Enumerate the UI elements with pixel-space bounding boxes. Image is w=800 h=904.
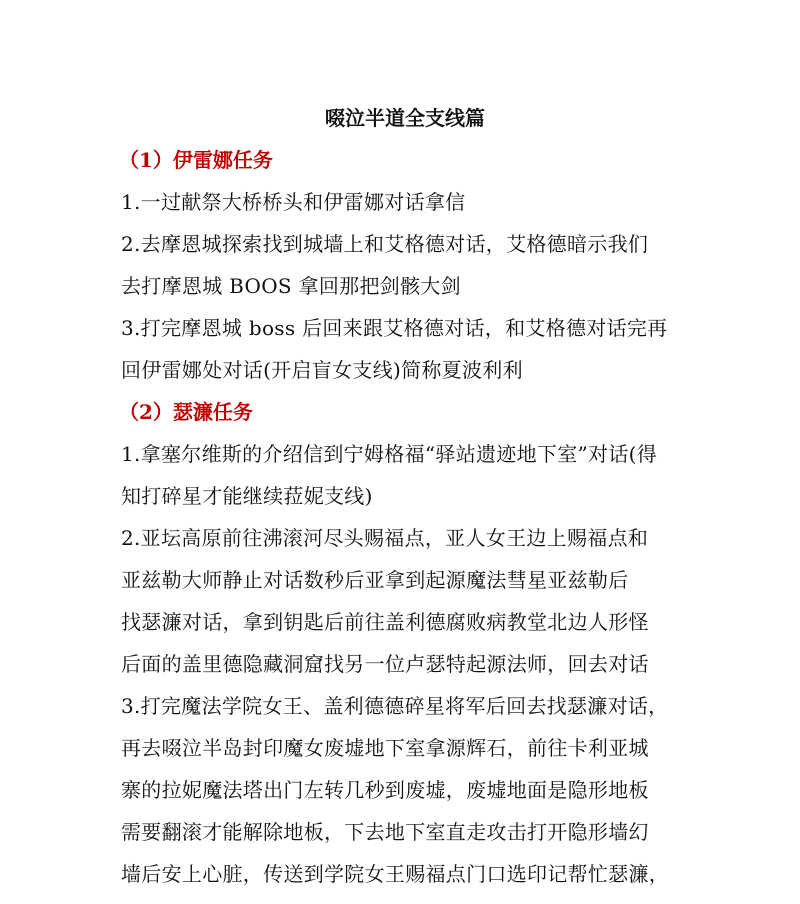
section-2-line-7: 3.打完魔法学院女王、盖利德德碎星将军后回去找瑟濂对话， — [121, 694, 669, 718]
document-title: 啜泣半道全支线篇 — [325, 106, 485, 130]
section-2-line-1: 1.拿塞尔维斯的介绍信到宁姆格福“驿站遗迹地下室”对话(得 — [121, 442, 658, 466]
section-2-line-9: 寨的拉妮魔法塔出门左转几秒到废墟，废墟地面是隐形地板 — [121, 778, 649, 802]
section-1-line-1: 1.一过献祭大桥桥头和伊雷娜对话拿信 — [121, 190, 466, 214]
section-2-line-8: 再去啜泣半岛封印魔女废墟地下室拿源辉石，前往卡利亚城 — [121, 736, 649, 760]
section-heading-2: （2）瑟濂任务 — [119, 400, 253, 424]
section-2-line-4: 亚兹勒大师静止对话数秒后亚拿到起源魔法彗星亚兹勒后 — [121, 568, 629, 592]
section-2-line-2: 知打碎星才能继续菈妮支线) — [121, 484, 373, 508]
section-heading-1: （1）伊雷娜任务 — [119, 148, 273, 172]
section-1-line-2: 2.去摩恩城探索找到城墙上和艾格德对话，艾格德暗示我们 — [121, 232, 649, 256]
section-2-line-11: 墙后安上心脏，传送到学院女王赐福点门口选印记帮忙瑟濂， — [121, 862, 670, 886]
section-2-line-3: 2.亚坛高原前往沸滚河尽头赐福点，亚人女王边上赐福点和 — [121, 526, 649, 550]
section-1-line-3: 去打摩恩城 BOOS 拿回那把剑骸大剑 — [121, 274, 461, 298]
section-1-line-5: 回伊雷娜处对话(开启盲女支线)简称夏波利利 — [121, 358, 523, 382]
section-1-line-4: 3.打完摩恩城 boss 后回来跟艾格德对话，和艾格德对话完再 — [121, 316, 668, 340]
section-2-line-5: 找瑟濂对话，拿到钥匙后前往盖利德腐败病教堂北边人形怪 — [121, 610, 649, 634]
section-2-line-10: 需要翻滚才能解除地板，下去地下室直走攻击打开隐形墙幻 — [121, 820, 649, 844]
section-2-line-6: 后面的盖里德隐藏洞窟找另一位卢瑟特起源法师，回去对话 — [121, 652, 649, 676]
